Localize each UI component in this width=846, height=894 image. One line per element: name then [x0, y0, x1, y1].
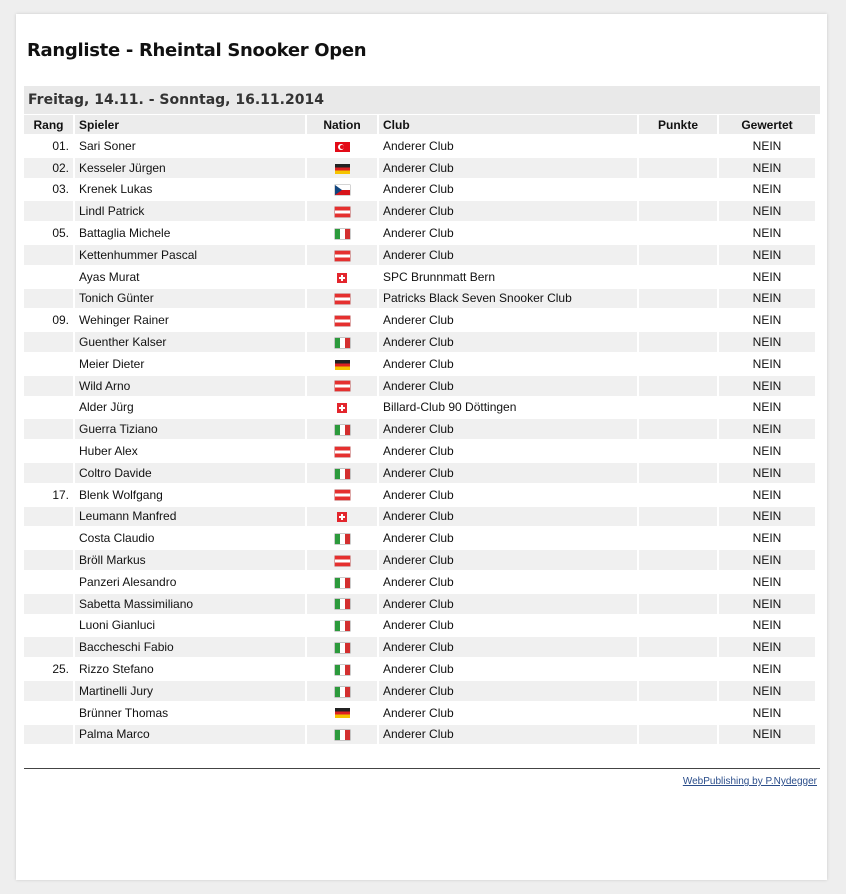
club-cell: Anderer Club	[379, 419, 637, 439]
table-row	[24, 703, 815, 723]
counted-cell: NEIN	[719, 637, 815, 657]
counted-cell: NEIN	[719, 376, 815, 396]
player-cell: Tonich Günter	[75, 289, 305, 309]
counted-cell: NEIN	[719, 419, 815, 439]
nation-cell	[307, 725, 377, 745]
club-cell: Anderer Club	[379, 507, 637, 527]
player-cell: Luoni Gianluci	[75, 616, 305, 636]
club-cell: Anderer Club	[379, 441, 637, 461]
nation-cell	[307, 354, 377, 374]
counted-cell: NEIN	[719, 441, 815, 461]
club-cell: Anderer Club	[379, 550, 637, 570]
ranking-table	[22, 113, 817, 746]
table-header-row	[24, 115, 815, 134]
flag-ch-icon	[337, 512, 347, 522]
counted-cell: NEIN	[719, 332, 815, 352]
player-cell: Guerra Tiziano	[75, 419, 305, 439]
flag-cz-icon	[335, 185, 350, 195]
flag-ch-icon	[337, 403, 347, 413]
club-cell: Anderer Club	[379, 572, 637, 592]
table-row	[24, 267, 815, 287]
table-row	[24, 550, 815, 570]
player-cell: Sabetta Massimiliano	[75, 594, 305, 614]
counted-cell: NEIN	[719, 245, 815, 265]
points-cell	[639, 637, 717, 657]
flag-it-icon	[335, 469, 350, 479]
rank-cell	[24, 703, 73, 723]
player-cell: Alder Jürg	[75, 398, 305, 418]
nation-cell	[307, 136, 377, 156]
nation-cell	[307, 550, 377, 570]
nation-cell	[307, 158, 377, 178]
player-cell: Battaglia Michele	[75, 223, 305, 243]
player-cell: Wild Arno	[75, 376, 305, 396]
counted-cell: NEIN	[719, 289, 815, 309]
points-cell	[639, 550, 717, 570]
points-cell	[639, 725, 717, 745]
flag-it-icon	[335, 730, 350, 740]
table-row	[24, 158, 815, 178]
table-row	[24, 681, 815, 701]
rank-cell	[24, 289, 73, 309]
table-row	[24, 463, 815, 483]
club-cell: Anderer Club	[379, 310, 637, 330]
table-row	[24, 594, 815, 614]
table-row	[24, 528, 815, 548]
player-cell: Guenther Kalser	[75, 332, 305, 352]
counted-cell: NEIN	[719, 681, 815, 701]
counted-cell: NEIN	[719, 267, 815, 287]
counted-cell: NEIN	[719, 201, 815, 221]
player-cell: Blenk Wolfgang	[75, 485, 305, 505]
points-cell	[639, 354, 717, 374]
rank-cell	[24, 681, 73, 701]
nation-cell	[307, 441, 377, 461]
rank-cell: 01.	[24, 136, 73, 156]
club-cell: Anderer Club	[379, 703, 637, 723]
flag-de-icon	[335, 360, 350, 370]
player-cell: Krenek Lukas	[75, 180, 305, 200]
table-row	[24, 441, 815, 461]
flag-at-icon	[335, 381, 350, 391]
points-cell	[639, 659, 717, 679]
rank-cell	[24, 441, 73, 461]
nation-cell	[307, 703, 377, 723]
flag-it-icon	[335, 621, 350, 631]
points-cell	[639, 507, 717, 527]
table-row	[24, 201, 815, 221]
player-cell: Martinelli Jury	[75, 681, 305, 701]
rank-cell	[24, 245, 73, 265]
counted-cell: NEIN	[719, 528, 815, 548]
nation-cell	[307, 485, 377, 505]
rank-cell: 25.	[24, 659, 73, 679]
player-cell: Brünner Thomas	[75, 703, 305, 723]
flag-tr-icon	[335, 142, 350, 152]
counted-cell: NEIN	[719, 725, 815, 745]
table-row	[24, 419, 815, 439]
club-cell: Anderer Club	[379, 158, 637, 178]
nation-cell	[307, 572, 377, 592]
counted-cell: NEIN	[719, 136, 815, 156]
counted-cell: NEIN	[719, 158, 815, 178]
counted-cell: NEIN	[719, 572, 815, 592]
nation-cell	[307, 289, 377, 309]
player-cell: Baccheschi Fabio	[75, 637, 305, 657]
points-cell	[639, 616, 717, 636]
player-cell: Palma Marco	[75, 725, 305, 745]
flag-at-icon	[335, 251, 350, 261]
club-cell: Anderer Club	[379, 616, 637, 636]
table-row	[24, 223, 815, 243]
nation-cell	[307, 310, 377, 330]
nation-cell	[307, 267, 377, 287]
counted-cell: NEIN	[719, 507, 815, 527]
rank-cell	[24, 463, 73, 483]
counted-cell: NEIN	[719, 354, 815, 374]
nation-cell	[307, 419, 377, 439]
flag-at-icon	[335, 294, 350, 304]
column-header-rank: Rang	[24, 115, 73, 134]
club-cell: Anderer Club	[379, 637, 637, 657]
footer-divider	[24, 768, 820, 769]
rank-cell	[24, 572, 73, 592]
club-cell: Anderer Club	[379, 659, 637, 679]
rank-cell	[24, 725, 73, 745]
counted-cell: NEIN	[719, 550, 815, 570]
points-cell	[639, 528, 717, 548]
rank-cell: 02.	[24, 158, 73, 178]
player-cell: Bröll Markus	[75, 550, 305, 570]
player-cell: Kesseler Jürgen	[75, 158, 305, 178]
club-cell: Anderer Club	[379, 245, 637, 265]
counted-cell: NEIN	[719, 703, 815, 723]
table-row	[24, 289, 815, 309]
rank-cell	[24, 528, 73, 548]
club-cell: Anderer Club	[379, 528, 637, 548]
club-cell: Anderer Club	[379, 332, 637, 352]
flag-it-icon	[335, 643, 350, 653]
rank-cell: 03.	[24, 180, 73, 200]
table-row	[24, 354, 815, 374]
flag-it-icon	[335, 687, 350, 697]
nation-cell	[307, 528, 377, 548]
player-cell: Costa Claudio	[75, 528, 305, 548]
player-cell: Panzeri Alesandro	[75, 572, 305, 592]
points-cell	[639, 485, 717, 505]
player-cell: Ayas Murat	[75, 267, 305, 287]
rank-cell	[24, 419, 73, 439]
points-cell	[639, 419, 717, 439]
flag-it-icon	[335, 229, 350, 239]
rank-cell	[24, 507, 73, 527]
points-cell	[639, 332, 717, 352]
table-row	[24, 725, 815, 745]
table-row	[24, 507, 815, 527]
table-row	[24, 572, 815, 592]
rank-cell	[24, 398, 73, 418]
table-row	[24, 310, 815, 330]
points-cell	[639, 572, 717, 592]
nation-cell	[307, 637, 377, 657]
club-cell: Anderer Club	[379, 201, 637, 221]
nation-cell	[307, 398, 377, 418]
flag-it-icon	[335, 665, 350, 675]
nation-cell	[307, 201, 377, 221]
flag-at-icon	[335, 447, 350, 457]
club-cell: Patricks Black Seven Snooker Club	[379, 289, 637, 309]
nation-cell	[307, 681, 377, 701]
column-header-club: Club	[379, 115, 637, 134]
table-row	[24, 136, 815, 156]
rank-cell	[24, 637, 73, 657]
counted-cell: NEIN	[719, 310, 815, 330]
player-cell: Meier Dieter	[75, 354, 305, 374]
flag-ch-icon	[337, 273, 347, 283]
points-cell	[639, 245, 717, 265]
nation-cell	[307, 332, 377, 352]
player-cell: Lindl Patrick	[75, 201, 305, 221]
flag-at-icon	[335, 490, 350, 500]
nation-cell	[307, 223, 377, 243]
flag-it-icon	[335, 599, 350, 609]
rank-cell	[24, 376, 73, 396]
table-row	[24, 485, 815, 505]
rank-cell: 09.	[24, 310, 73, 330]
rank-cell	[24, 267, 73, 287]
flag-it-icon	[335, 534, 350, 544]
club-cell: Anderer Club	[379, 485, 637, 505]
table-row	[24, 376, 815, 396]
counted-cell: NEIN	[719, 485, 815, 505]
player-cell: Coltro Davide	[75, 463, 305, 483]
club-cell: Anderer Club	[379, 594, 637, 614]
points-cell	[639, 267, 717, 287]
page-title: Rangliste - Rheintal Snooker Open	[27, 40, 367, 61]
flag-it-icon	[335, 338, 350, 348]
player-cell: Kettenhummer Pascal	[75, 245, 305, 265]
counted-cell: NEIN	[719, 180, 815, 200]
column-header-nation: Nation	[307, 115, 377, 134]
club-cell: Anderer Club	[379, 223, 637, 243]
points-cell	[639, 463, 717, 483]
nation-cell	[307, 659, 377, 679]
club-cell: SPC Brunnmatt Bern	[379, 267, 637, 287]
club-cell: Anderer Club	[379, 463, 637, 483]
table-row	[24, 398, 815, 418]
flag-it-icon	[335, 425, 350, 435]
flag-it-icon	[335, 578, 350, 588]
rank-cell	[24, 354, 73, 374]
points-cell	[639, 681, 717, 701]
column-header-player: Spieler	[75, 115, 305, 134]
nation-cell	[307, 594, 377, 614]
points-cell	[639, 158, 717, 178]
points-cell	[639, 376, 717, 396]
page-container	[16, 14, 827, 880]
flag-de-icon	[335, 164, 350, 174]
column-header-points: Punkte	[639, 115, 717, 134]
player-cell: Huber Alex	[75, 441, 305, 461]
flag-at-icon	[335, 316, 350, 326]
flag-at-icon	[335, 207, 350, 217]
table-row	[24, 180, 815, 200]
nation-cell	[307, 616, 377, 636]
counted-cell: NEIN	[719, 659, 815, 679]
club-cell: Anderer Club	[379, 180, 637, 200]
club-cell: Anderer Club	[379, 376, 637, 396]
table-row	[24, 332, 815, 352]
points-cell	[639, 703, 717, 723]
nation-cell	[307, 376, 377, 396]
points-cell	[639, 398, 717, 418]
flag-de-icon	[335, 708, 350, 718]
webpublishing-link[interactable]: WebPublishing by P.Nydegger	[682, 776, 817, 787]
rank-cell	[24, 616, 73, 636]
rank-cell	[24, 201, 73, 221]
rank-cell	[24, 332, 73, 352]
table-row	[24, 659, 815, 679]
points-cell	[639, 223, 717, 243]
counted-cell: NEIN	[719, 398, 815, 418]
table-row	[24, 637, 815, 657]
rank-cell	[24, 594, 73, 614]
points-cell	[639, 180, 717, 200]
nation-cell	[307, 180, 377, 200]
table-row	[24, 245, 815, 265]
player-cell: Wehinger Rainer	[75, 310, 305, 330]
counted-cell: NEIN	[719, 223, 815, 243]
nation-cell	[307, 245, 377, 265]
club-cell: Anderer Club	[379, 136, 637, 156]
nation-cell	[307, 507, 377, 527]
player-cell: Sari Soner	[75, 136, 305, 156]
club-cell: Anderer Club	[379, 725, 637, 745]
points-cell	[639, 594, 717, 614]
points-cell	[639, 441, 717, 461]
counted-cell: NEIN	[719, 616, 815, 636]
rank-cell	[24, 550, 73, 570]
points-cell	[639, 201, 717, 221]
points-cell	[639, 289, 717, 309]
rank-cell: 05.	[24, 223, 73, 243]
club-cell: Anderer Club	[379, 354, 637, 374]
date-range-header: Freitag, 14.11. - Sonntag, 16.11.2014	[24, 86, 820, 114]
flag-at-icon	[335, 556, 350, 566]
nation-cell	[307, 463, 377, 483]
points-cell	[639, 310, 717, 330]
points-cell	[639, 136, 717, 156]
table-row	[24, 616, 815, 636]
counted-cell: NEIN	[719, 594, 815, 614]
ranking-table-body	[24, 136, 815, 744]
column-header-counted: Gewertet	[719, 115, 815, 134]
club-cell: Anderer Club	[379, 681, 637, 701]
rank-cell: 17.	[24, 485, 73, 505]
counted-cell: NEIN	[719, 463, 815, 483]
player-cell: Rizzo Stefano	[75, 659, 305, 679]
club-cell: Billard-Club 90 Döttingen	[379, 398, 637, 418]
player-cell: Leumann Manfred	[75, 507, 305, 527]
